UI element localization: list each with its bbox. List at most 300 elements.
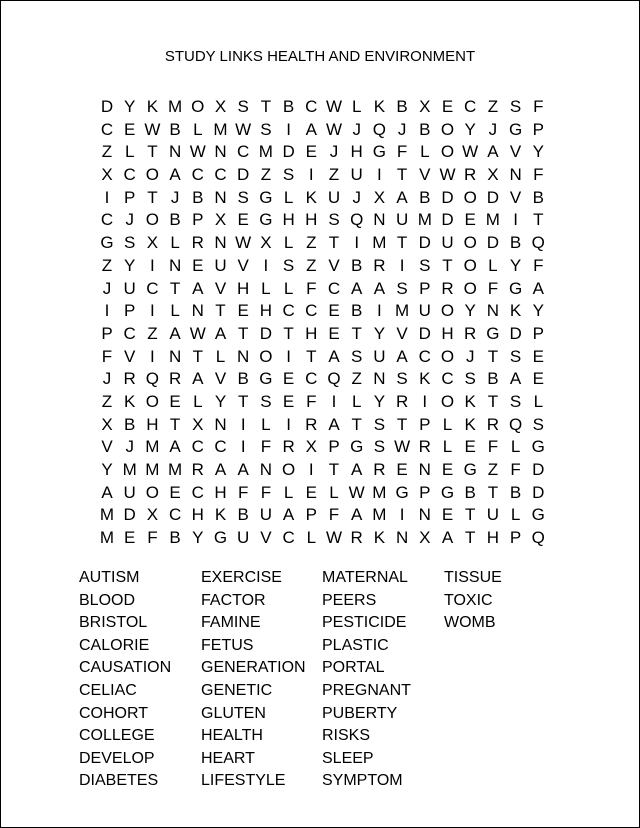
- grid-letter: S: [509, 391, 522, 411]
- grid-letter: T: [442, 255, 453, 275]
- grid-letter: J: [170, 187, 180, 207]
- grid-letter: U: [237, 528, 250, 548]
- grid-letter: F: [533, 255, 544, 275]
- grid-letter: N: [237, 346, 250, 366]
- grid-letter: N: [214, 187, 227, 207]
- grid-letter: S: [282, 255, 295, 275]
- grid-letter: N: [395, 528, 409, 548]
- grid-letter: K: [419, 369, 431, 389]
- grid-letter: T: [192, 346, 203, 366]
- grid-letter: Q: [531, 233, 545, 253]
- word-list-item: HEART: [201, 749, 255, 767]
- grid-letter: P: [124, 301, 136, 321]
- grid-letter: T: [260, 97, 272, 116]
- grid-letter: A: [351, 460, 363, 479]
- word-list-item: CAUSATION: [79, 659, 172, 677]
- grid-letter: W: [462, 142, 479, 162]
- grid-letter: V: [101, 437, 113, 457]
- word-list-item: DIABETES: [79, 772, 159, 790]
- grid-letter: M: [485, 210, 500, 230]
- grid-letter: G: [463, 460, 477, 479]
- grid-letter: O: [145, 391, 159, 411]
- grid-letter: H: [305, 210, 318, 230]
- grid-letter: C: [100, 210, 114, 230]
- grid-letter: F: [510, 460, 521, 479]
- grid-letter: B: [464, 482, 476, 502]
- grid-letter: F: [487, 278, 499, 298]
- grid-letter: A: [532, 278, 544, 298]
- grid-letter: U: [214, 255, 227, 275]
- grid-letter: W: [439, 165, 456, 185]
- grid-letter: W: [348, 482, 365, 502]
- grid-letter: P: [192, 210, 204, 230]
- grid-letter: K: [464, 414, 476, 434]
- grid-letter: N: [168, 346, 182, 366]
- grid-letter: T: [487, 482, 499, 502]
- grid-letter: C: [464, 97, 477, 116]
- grid-letter: M: [168, 460, 183, 479]
- grid-letter: Y: [532, 301, 544, 321]
- grid-letter: P: [532, 119, 544, 139]
- grid-letter: I: [240, 414, 246, 434]
- grid-letter: X: [146, 233, 159, 253]
- grid-letter: J: [102, 278, 112, 298]
- grid-letter: E: [441, 505, 454, 525]
- word-list-item: TOXIC: [444, 591, 493, 609]
- grid-letter: T: [464, 528, 476, 548]
- grid-letter: E: [282, 369, 295, 389]
- grid-letter: X: [192, 414, 204, 434]
- word-list-item: LIFESTYLE: [201, 772, 286, 790]
- grid-letter: I: [308, 460, 314, 479]
- grid-letter: M: [395, 301, 410, 321]
- grid-letter: C: [327, 278, 341, 298]
- grid-letter: S: [373, 414, 386, 434]
- grid-letter: M: [372, 482, 387, 502]
- grid-letter: U: [441, 233, 454, 253]
- grid-letter: A: [441, 528, 454, 548]
- grid-letter: B: [487, 369, 499, 389]
- grid-letter: B: [509, 482, 522, 502]
- grid-letter: R: [395, 391, 409, 411]
- grid-letter: A: [509, 369, 522, 389]
- grid-letter: I: [286, 119, 291, 139]
- grid-letter: L: [442, 414, 453, 434]
- grid-letter: S: [396, 278, 408, 298]
- grid-letter: O: [463, 255, 477, 275]
- grid-letter: E: [464, 210, 476, 230]
- grid-letter: D: [532, 460, 545, 479]
- grid-letter: D: [259, 323, 273, 343]
- grid-letter: H: [441, 323, 454, 343]
- grid-letter: Y: [124, 255, 136, 275]
- grid-letter: K: [373, 97, 386, 116]
- word-list-item: GLUTEN: [201, 704, 266, 722]
- grid-letter: B: [396, 97, 408, 116]
- grid-letter: V: [260, 528, 272, 548]
- grid-letter: F: [260, 437, 272, 457]
- grid-letter: F: [487, 437, 499, 457]
- word-list-item: BRISTOL: [79, 614, 148, 632]
- grid-letter: E: [124, 119, 136, 139]
- grid-letter: A: [373, 278, 386, 298]
- grid-letter: H: [237, 278, 250, 298]
- word-list-item: PEERS: [322, 591, 377, 609]
- grid-letter: W: [235, 119, 252, 139]
- grid-letter: G: [259, 210, 273, 230]
- grid-letter: W: [325, 119, 343, 139]
- grid-letter: L: [193, 391, 203, 411]
- grid-letter: E: [464, 437, 476, 457]
- grid-letter: C: [282, 528, 295, 548]
- grid-letter: T: [533, 210, 544, 230]
- grid-letter: Y: [192, 528, 204, 548]
- grid-letter: R: [350, 528, 363, 548]
- grid-letter: S: [260, 391, 272, 411]
- grid-letter: G: [100, 233, 114, 253]
- grid-letter: I: [513, 210, 518, 230]
- grid-letter: U: [327, 187, 341, 207]
- grid-letter: W: [235, 233, 252, 253]
- word-list-item: WOMB: [444, 614, 496, 632]
- grid-letter: B: [169, 528, 181, 548]
- grid-letter: U: [395, 210, 409, 230]
- grid-letter: G: [531, 437, 545, 457]
- grid-letter: T: [237, 391, 249, 411]
- grid-letter: J: [465, 346, 475, 366]
- grid-letter: P: [101, 323, 113, 343]
- grid-letter: Z: [306, 255, 317, 275]
- grid-letter: N: [168, 255, 182, 275]
- grid-letter: G: [508, 278, 523, 298]
- grid-letter: P: [305, 505, 317, 525]
- grid-letter: M: [372, 505, 387, 525]
- grid-letter: S: [237, 97, 249, 116]
- word-column: [322, 567, 411, 793]
- grid-letter: W: [144, 119, 161, 139]
- word-column: [201, 567, 306, 793]
- grid-letter: G: [440, 482, 455, 502]
- grid-letter: Z: [101, 391, 113, 411]
- grid-letter: O: [145, 165, 159, 185]
- grid-letter: U: [418, 301, 431, 321]
- grid-letter: E: [396, 460, 408, 479]
- grid-letter: C: [123, 323, 136, 343]
- grid-letter: R: [418, 437, 431, 457]
- grid-letter: A: [351, 278, 363, 298]
- grid-letter: T: [306, 346, 317, 366]
- word-list-item: MATERNAL: [322, 569, 408, 586]
- grid-letter: L: [283, 187, 294, 207]
- grid-letter: P: [532, 323, 544, 343]
- grid-letter: T: [351, 414, 362, 434]
- grid-letter: I: [377, 165, 382, 185]
- grid-letter: N: [214, 233, 227, 253]
- grid-letter: F: [237, 482, 249, 502]
- grid-letter: Z: [487, 460, 499, 479]
- grid-letter: P: [509, 528, 522, 548]
- grid-letter: O: [145, 482, 159, 502]
- grid-letter: L: [170, 301, 180, 321]
- grid-letter: V: [214, 278, 227, 298]
- grid-letter: I: [399, 255, 405, 275]
- grid-letter: R: [191, 233, 204, 253]
- grid-letter: T: [351, 323, 362, 343]
- grid-letter: I: [150, 346, 155, 366]
- grid-letter: G: [395, 482, 409, 502]
- grid-letter: B: [532, 187, 544, 207]
- grid-letter: I: [377, 301, 382, 321]
- grid-letter: T: [215, 301, 226, 321]
- grid-letter: H: [191, 505, 204, 525]
- grid-letter: M: [99, 505, 115, 525]
- grid-letter: D: [441, 210, 454, 230]
- grid-letter: N: [373, 210, 386, 230]
- word-list-item: GENERATION: [201, 659, 306, 677]
- grid-letter: D: [509, 323, 522, 343]
- grid-letter: Y: [532, 142, 544, 162]
- grid-letter: C: [441, 369, 454, 389]
- grid-letter: X: [260, 233, 272, 253]
- grid-letter: Q: [372, 119, 386, 139]
- grid-letter: O: [281, 460, 296, 479]
- grid-letter: Z: [306, 233, 317, 253]
- grid-letter: P: [419, 482, 431, 502]
- grid-letter: T: [487, 391, 499, 411]
- grid-letter: R: [305, 414, 318, 434]
- grid-letter: A: [237, 460, 249, 479]
- grid-letter: E: [282, 391, 295, 411]
- grid-letter: Y: [124, 97, 136, 116]
- grid-letter: L: [124, 142, 135, 162]
- grid-letter: F: [396, 142, 408, 162]
- grid-letter: W: [189, 142, 206, 162]
- grid-letter: H: [350, 142, 363, 162]
- grid-letter: R: [123, 369, 136, 389]
- grid-letter: P: [419, 278, 431, 298]
- grid-letter: V: [419, 165, 431, 185]
- grid-letter: E: [169, 482, 181, 502]
- grid-letter: C: [214, 437, 227, 457]
- word-list-item: HEALTH: [201, 727, 263, 745]
- grid-letter: Y: [373, 323, 386, 343]
- grid-letter: A: [328, 414, 340, 434]
- grid-letter: O: [440, 301, 455, 321]
- grid-letter: V: [509, 142, 522, 162]
- grid-letter: F: [306, 278, 317, 298]
- grid-letter: M: [213, 119, 228, 139]
- grid-letter: Z: [260, 165, 272, 185]
- grid-letter: K: [373, 528, 386, 548]
- grid-letter: I: [240, 437, 246, 457]
- grid-letter: H: [259, 301, 273, 321]
- grid-letter: N: [373, 369, 386, 389]
- grid-letter: M: [258, 142, 273, 162]
- grid-letter: U: [486, 505, 500, 525]
- grid-letter: Z: [147, 323, 158, 343]
- grid-letter: V: [328, 255, 340, 275]
- grid-letter: V: [237, 255, 249, 275]
- grid-letter: G: [213, 528, 228, 548]
- word-list-item: BLOOD: [79, 591, 136, 609]
- grid-letter: N: [509, 165, 522, 185]
- word-list-item: COLLEGE: [79, 727, 155, 745]
- grid-letter: S: [260, 119, 272, 139]
- grid-letter: I: [286, 346, 291, 366]
- grid-letter: I: [104, 301, 110, 321]
- grid-letter: S: [237, 187, 249, 207]
- grid-letter: Z: [328, 165, 340, 185]
- word-list-item: PREGNANT: [322, 681, 411, 699]
- grid-letter: I: [331, 391, 337, 411]
- grid-letter: N: [168, 142, 182, 162]
- grid-letter: O: [463, 187, 477, 207]
- puzzle-title: STUDY LINKS HEALTH AND ENVIRONMENT: [164, 48, 476, 65]
- grid-letter: E: [237, 301, 249, 321]
- grid-letter: A: [328, 346, 340, 366]
- grid-letter: K: [509, 301, 522, 321]
- grid-letter: X: [101, 414, 113, 434]
- grid-letter: F: [533, 165, 544, 185]
- grid-letter: C: [282, 301, 295, 321]
- grid-letter: E: [441, 460, 454, 479]
- grid-letter: T: [169, 414, 181, 434]
- word-list-item: PESTICIDE: [322, 614, 407, 632]
- grid-letter: L: [283, 482, 294, 502]
- grid-letter: S: [396, 369, 408, 389]
- grid-letter: V: [509, 187, 522, 207]
- grid-letter: N: [214, 142, 227, 162]
- word-list-item: FAMINE: [201, 614, 261, 632]
- grid-letter: B: [169, 119, 181, 139]
- grid-letter: S: [464, 369, 476, 389]
- grid-letter: X: [487, 165, 499, 185]
- grid-letter: F: [260, 482, 272, 502]
- grid-letter: R: [441, 278, 454, 298]
- grid-letter: O: [259, 346, 273, 366]
- grid-letter: A: [351, 505, 363, 525]
- grid-letter: E: [305, 482, 317, 502]
- grid-letter: D: [418, 233, 431, 253]
- grid-letter: H: [305, 323, 318, 343]
- grid-letter: O: [440, 142, 455, 162]
- word-column: [79, 567, 171, 793]
- grid-letter: M: [168, 97, 183, 116]
- grid-letter: C: [237, 142, 250, 162]
- grid-letter: G: [259, 369, 273, 389]
- grid-letter: L: [283, 233, 294, 253]
- grid-letter: L: [533, 391, 544, 411]
- grid-letter: R: [168, 369, 182, 389]
- grid-letter: C: [191, 482, 204, 502]
- grid-letter: K: [214, 505, 227, 525]
- grid-letter: A: [305, 119, 317, 139]
- grid-letter: G: [350, 437, 364, 457]
- grid-letter: B: [351, 301, 363, 321]
- grid-letter: D: [441, 187, 454, 207]
- grid-letter: I: [104, 187, 110, 207]
- grid-letter: Z: [101, 142, 113, 162]
- grid-letter: B: [419, 119, 431, 139]
- grid-letter: O: [463, 233, 477, 253]
- grid-letter: J: [352, 119, 361, 139]
- word-list-item: AUTISM: [79, 569, 140, 586]
- grid-letter: L: [488, 255, 498, 275]
- grid-letter: A: [169, 437, 181, 457]
- grid-letter: M: [417, 210, 432, 230]
- grid-letter: N: [486, 301, 500, 321]
- word-list-item: RISKS: [322, 727, 371, 745]
- grid-letter: R: [191, 460, 204, 479]
- grid-letter: B: [124, 414, 136, 434]
- grid-letter: R: [464, 165, 477, 185]
- grid-letter: T: [464, 505, 476, 525]
- grid-letter: I: [286, 414, 291, 434]
- grid-letter: X: [419, 97, 431, 116]
- grid-letter: A: [282, 505, 295, 525]
- grid-letter: P: [124, 187, 136, 207]
- word-list-item: SYMPTOM: [322, 772, 403, 790]
- grid-letter: L: [442, 437, 453, 457]
- grid-letter: I: [399, 505, 405, 525]
- grid-letter: S: [509, 97, 522, 116]
- grid-letter: J: [329, 142, 339, 162]
- grid-letter: C: [305, 97, 318, 116]
- grid-letter: E: [532, 369, 544, 389]
- grid-letter: T: [283, 323, 294, 343]
- grid-letter: R: [282, 437, 295, 457]
- grid-letter: C: [146, 278, 159, 298]
- grid-letter: L: [215, 346, 226, 366]
- grid-letter: Y: [214, 391, 227, 411]
- word-list-item: PORTAL: [322, 659, 385, 677]
- grid-letter: T: [487, 346, 499, 366]
- grid-letter: W: [394, 437, 411, 457]
- grid-letter: S: [532, 414, 544, 434]
- grid-letter: M: [99, 528, 115, 548]
- grid-letter: P: [419, 414, 431, 434]
- grid-letter: B: [192, 187, 204, 207]
- grid-letter: B: [351, 255, 363, 275]
- grid-letter: H: [146, 414, 159, 434]
- grid-letter: L: [306, 528, 317, 548]
- grid-letter: T: [169, 278, 181, 298]
- grid-letter: T: [147, 187, 158, 207]
- grid-letter: Z: [101, 255, 113, 275]
- grid-letter: I: [308, 165, 314, 185]
- grid-letter: L: [329, 482, 339, 502]
- grid-letter: N: [418, 460, 431, 479]
- grid-letter: C: [214, 165, 227, 185]
- grid-letter: A: [192, 369, 204, 389]
- grid-letter: B: [419, 187, 431, 207]
- grid-letter: N: [191, 301, 204, 321]
- grid-letter: Y: [101, 460, 113, 479]
- grid-letter: L: [420, 142, 430, 162]
- grid-letter: E: [237, 210, 249, 230]
- grid-letter: U: [350, 165, 363, 185]
- grid-letter: W: [325, 528, 343, 548]
- grid-letter: D: [486, 187, 500, 207]
- grid-letter: D: [532, 482, 545, 502]
- word-list-item: PLASTIC: [322, 636, 389, 654]
- grid-letter: T: [396, 414, 408, 434]
- grid-letter: U: [123, 482, 136, 502]
- grid-letter: U: [123, 278, 136, 298]
- grid-letter: Z: [487, 97, 499, 116]
- grid-letter: B: [237, 505, 249, 525]
- grid-letter: A: [214, 460, 227, 479]
